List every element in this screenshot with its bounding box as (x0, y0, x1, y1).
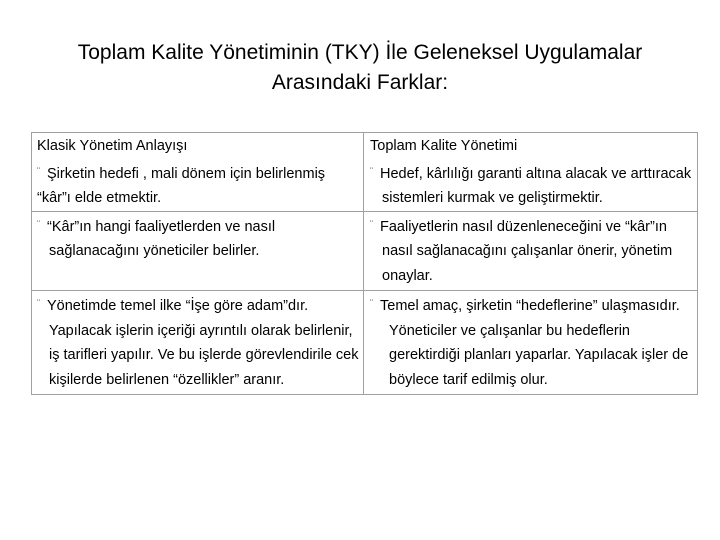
list-item (370, 212, 693, 289)
table-row (32, 291, 698, 395)
table-cell-right (364, 291, 698, 395)
bullet-icon: ¨ (37, 298, 40, 308)
table-cell-right (364, 133, 698, 212)
table-cell-left (32, 211, 364, 291)
bullet-icon: ¨ (370, 218, 373, 229)
list-item (37, 291, 359, 392)
table-row (32, 211, 698, 291)
table-cell-left (32, 291, 364, 395)
slide-title (40, 38, 680, 98)
list-item-text: Faaliyetlerin nasıl düzenleneceğini ve “kâr”ın nasıl sağlanacağını çalışanlar önerir, yönetim onaylar. (380, 218, 673, 284)
table-row (32, 133, 698, 212)
slide-title-line-1: Toplam Kalite Yönetiminin (TKY) İle Geleneksel Uygulamalar (77, 41, 643, 64)
list-item-text: Şirketin hedefi , mali dönem için belirlenmiş “kâr”ı elde etmektir. (37, 165, 326, 206)
column-header-classic: Klasik Yönetim Anlayışı (37, 138, 188, 154)
list-item (37, 212, 359, 264)
list-item-text: Yönetimde temel ilke “İşe göre adam”dır. Yapılacak işlerin içeriği ayrıntılı olarak belirlenir, iş tarifleri yapılır. Ve bu işlerde görevlendirile cek kişilerde belirlenen “özellikler” aranır. (47, 298, 359, 388)
bullet-icon: ¨ (37, 218, 40, 229)
list-item-text: Hedef, kârlılığı garanti altına alacak ve arttıracak sistemleri kurmak ve geliştirmektir. (380, 165, 692, 206)
list-item-text: “Kâr”ın hangi faaliyetlerden ve nasıl sağlanacağını yöneticiler belirler. (47, 218, 276, 259)
list-item (37, 159, 359, 211)
bullet-icon: ¨ (370, 165, 373, 176)
table-cell-left (32, 133, 364, 212)
bullet-icon: ¨ (37, 165, 40, 176)
column-header-tqm: Toplam Kalite Yönetimi (370, 138, 518, 154)
list-item-text: Temel amaç, şirketin “hedeflerine” ulaşmasıdır. Yöneticiler ve çalışanlar bu hedeflerin gerektirdiği planları yaparlar. Yapılacak işler de böylece tarif edilmiş olur. (380, 298, 689, 388)
list-item (370, 159, 693, 211)
bullet-icon: ¨ (370, 298, 373, 308)
slide-title-line-2: Arasındaki Farklar: (271, 71, 449, 94)
table-cell-right (364, 211, 698, 291)
comparison-table (31, 132, 698, 395)
list-item (370, 291, 693, 392)
